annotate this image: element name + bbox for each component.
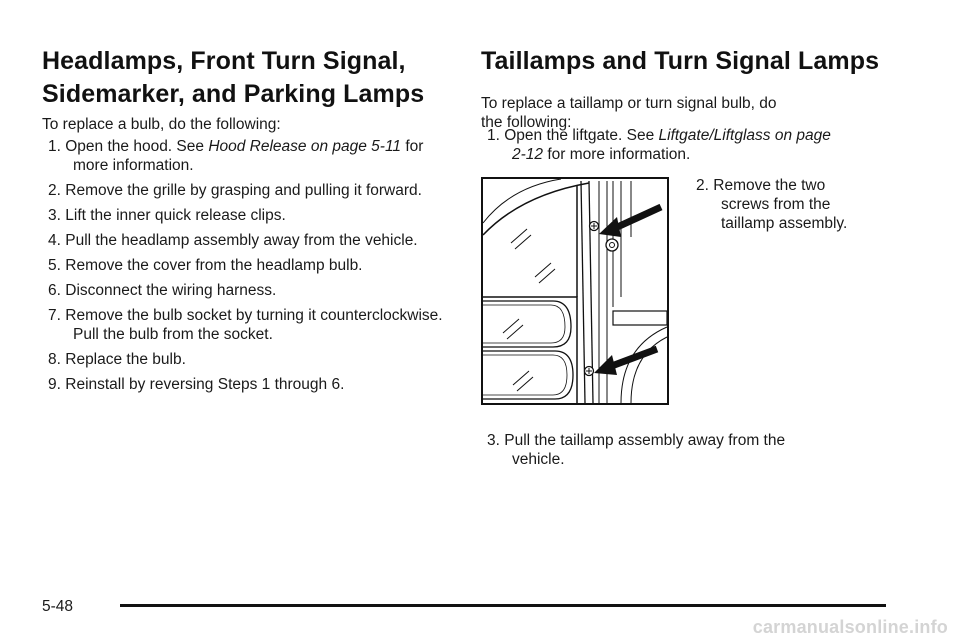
list-item: 1. Open the hood. See Hood Release on page 5-11 for more information. (48, 138, 424, 174)
list-item: 8. Replace the bulb. (48, 351, 186, 368)
list-item: 3. Lift the inner quick release clips. (48, 207, 286, 224)
list-item: 7. Remove the bulb socket by turning it counterclockwise. Pull the bulb from the socket. (48, 307, 443, 343)
screw-icon (590, 222, 599, 231)
section-title-headlamps: Headlamps, Front Turn Signal, Sidemarker, and Parking Lamps (42, 47, 425, 108)
list-item: 6. Disconnect the wiring harness. (48, 282, 277, 299)
watermark: carmanualsonline.info (752, 617, 948, 637)
list-item: 4. Pull the headlamp assembly away from the vehicle. (48, 232, 418, 249)
taillamps-step-1 (481, 126, 841, 170)
list-item: 9. Reinstall by reversing Steps 1 through 6. (48, 376, 345, 393)
taillamp-assembly-illustration (481, 177, 669, 405)
cross-reference-link[interactable]: Liftgate/Liftglass on page 2-12 (512, 127, 831, 163)
page-number: 5-48 (42, 598, 74, 615)
list-item: 3. Pull the taillamp assembly away from the vehicle. (487, 432, 786, 468)
screw-icon (585, 367, 594, 376)
list-item: 2. Remove the two screws from the taillamp assembly. (696, 177, 848, 232)
list-item: 5. Remove the cover from the headlamp bulb. (48, 257, 363, 274)
headlamps-steps-list (42, 137, 462, 400)
headlamps-intro: To replace a bulb, do the following: (42, 116, 281, 133)
footer-divider (120, 604, 886, 607)
cross-reference-link[interactable]: Hood Release on page 5-11 (208, 138, 402, 155)
screw-icon (606, 239, 618, 251)
taillamps-step-2 (690, 176, 850, 239)
taillamp-figure (481, 177, 669, 410)
taillamps-step-3 (481, 431, 841, 475)
taillamps-intro: To replace a taillamp or turn signal bulb, do the following: (481, 95, 777, 131)
list-item: 1. Open the liftgate. See Liftgate/Liftglass on page 2-12 for more information. (487, 127, 831, 163)
list-item: 2. Remove the grille by grasping and pulling it forward. (48, 182, 422, 199)
section-title-taillamps: Taillamps and Turn Signal Lamps (481, 47, 880, 75)
